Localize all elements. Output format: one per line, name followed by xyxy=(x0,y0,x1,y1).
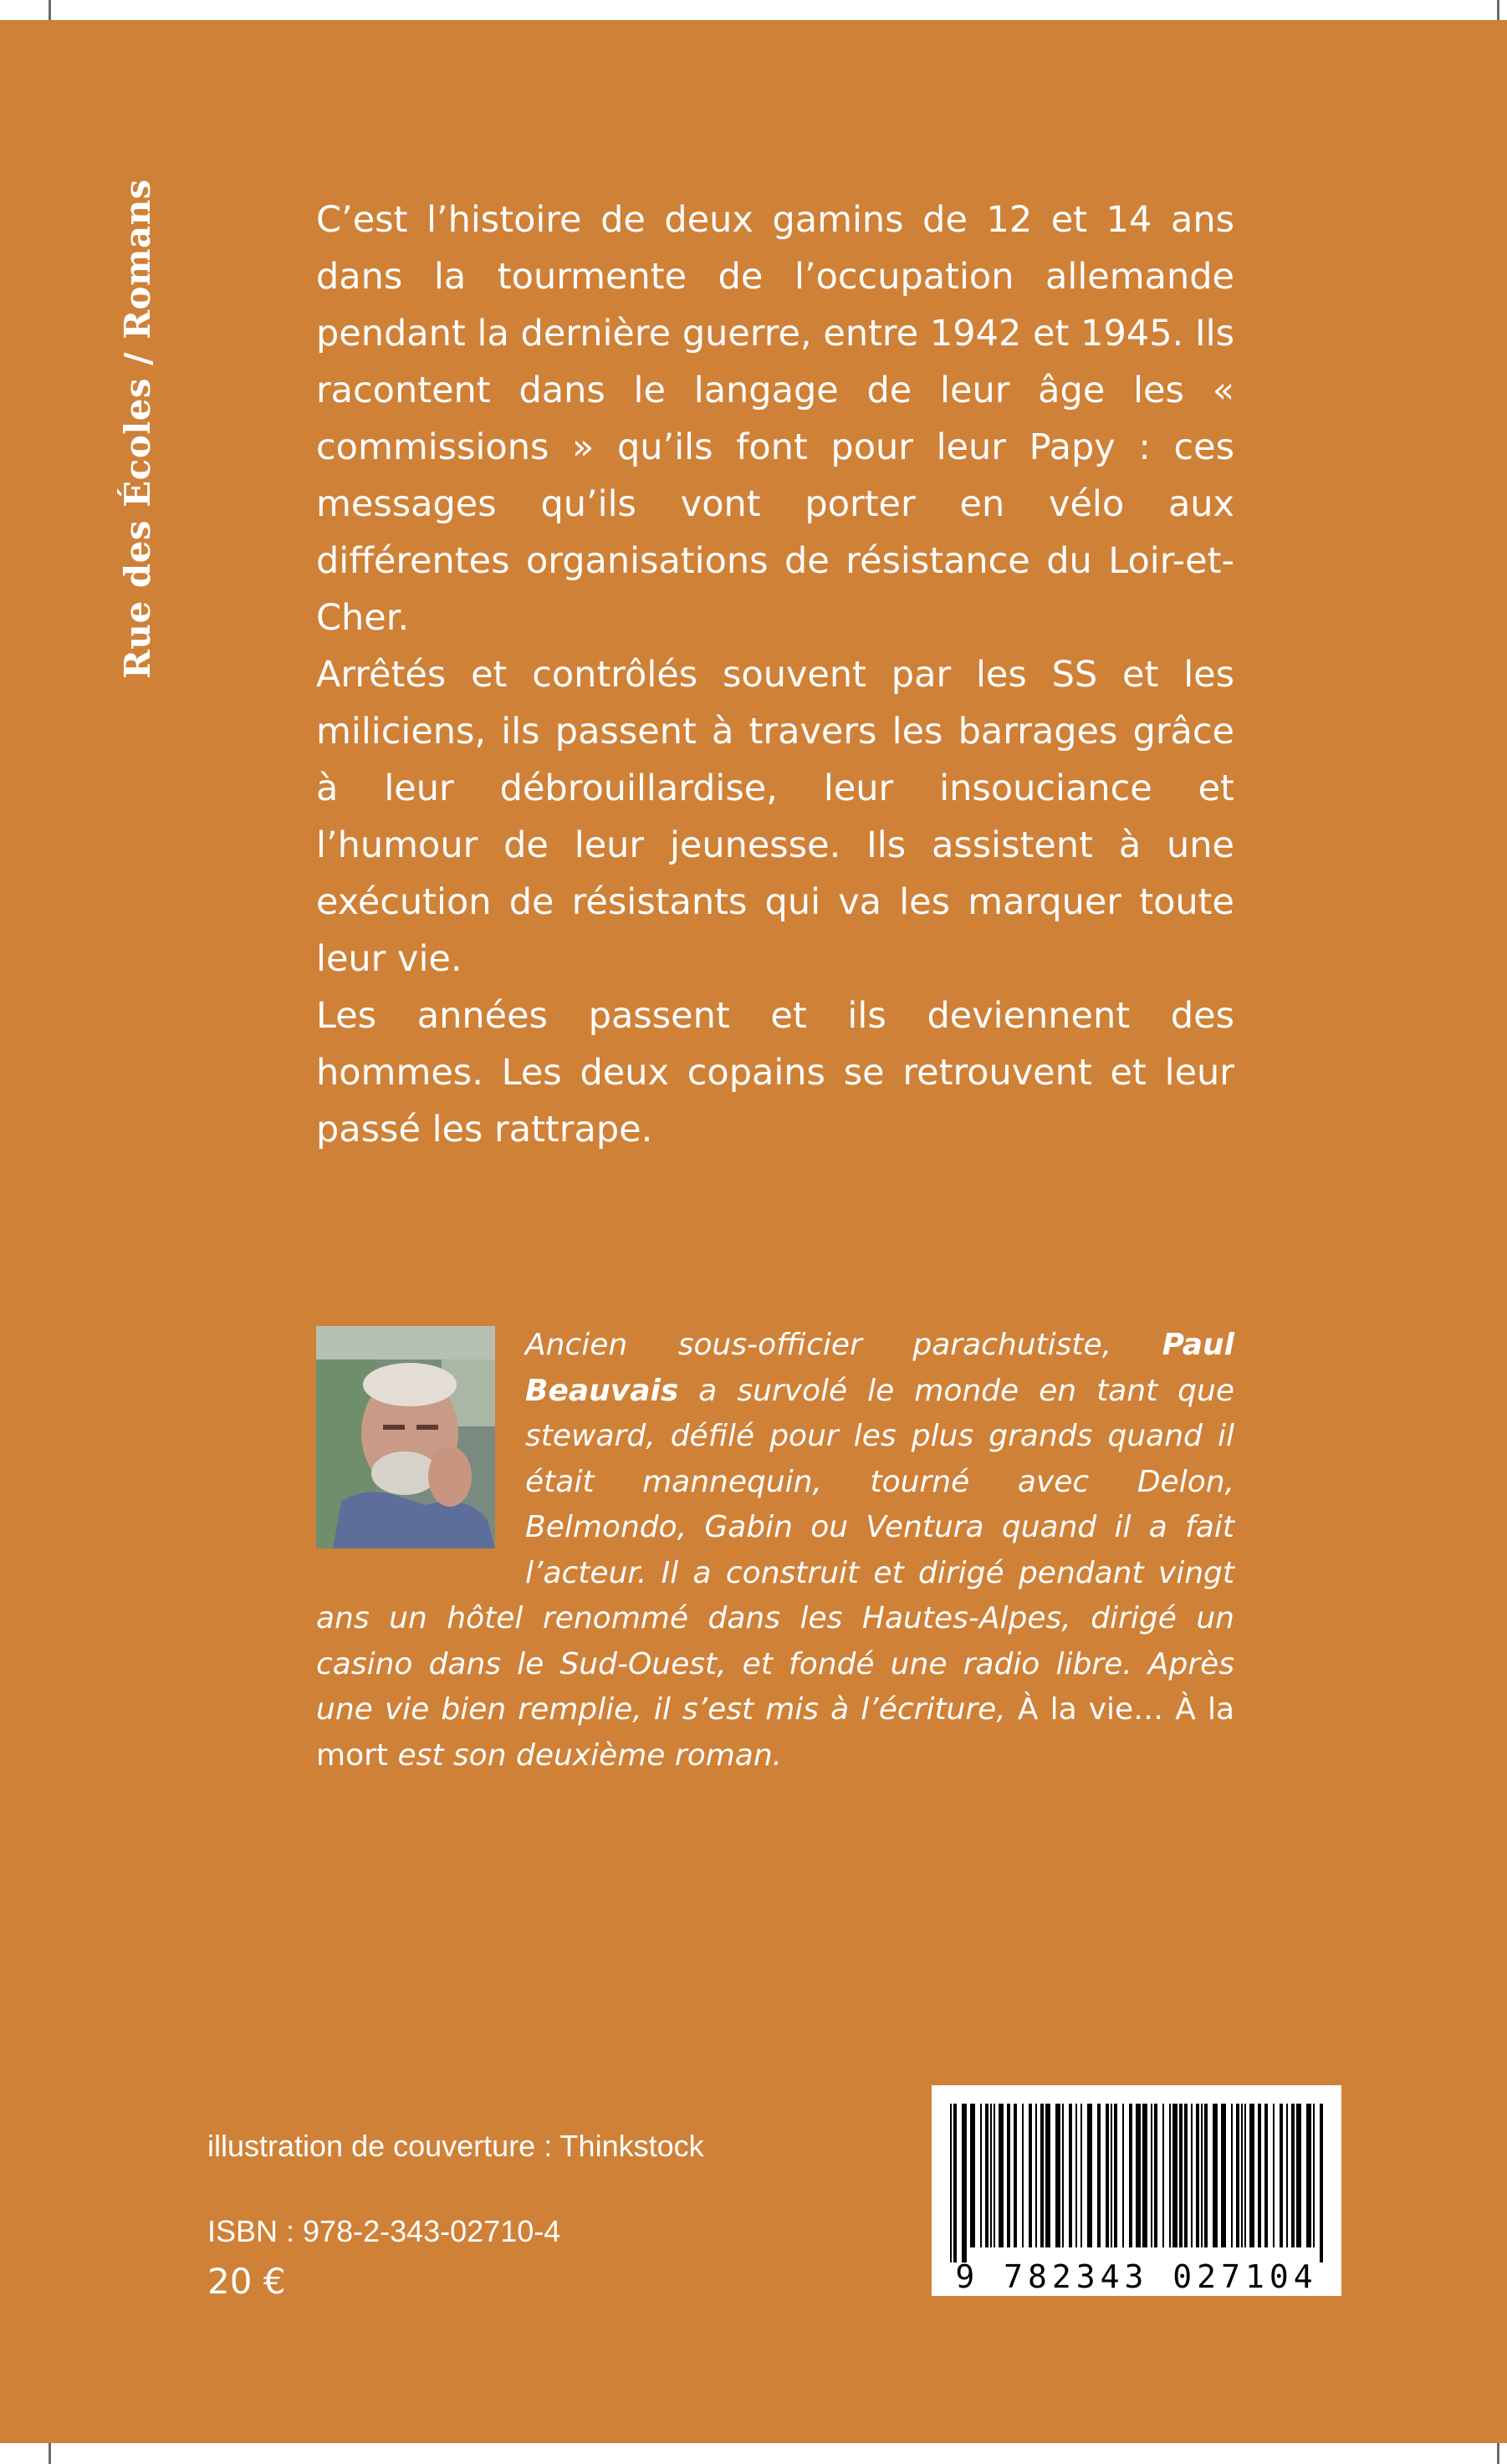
barcode-bar xyxy=(1007,2104,1010,2247)
barcode-bars xyxy=(950,2104,1323,2262)
barcode-bar xyxy=(985,2104,988,2247)
barcode-bar xyxy=(1184,2104,1188,2247)
back-cover xyxy=(0,20,1507,2443)
barcode-bar xyxy=(1241,2104,1243,2247)
barcode-bar xyxy=(1213,2104,1218,2247)
barcode-bar xyxy=(1306,2104,1311,2247)
bio-text-end: est son deuxième roman. xyxy=(388,1737,783,1773)
barcode-bar xyxy=(994,2104,995,2247)
crop-mark-bottom-right xyxy=(1497,2443,1499,2464)
book-blurb xyxy=(316,191,1234,1158)
barcode-bar xyxy=(1097,2104,1101,2247)
barcode-bar xyxy=(1014,2104,1017,2247)
barcode-bar xyxy=(1129,2104,1132,2247)
barcode-bar xyxy=(1106,2104,1109,2247)
barcode-bar xyxy=(1142,2104,1147,2247)
barcode-bar xyxy=(1191,2104,1193,2247)
barcode-bar xyxy=(1087,2104,1092,2247)
barcode xyxy=(932,2085,1341,2296)
barcode-bar xyxy=(1035,2104,1037,2247)
author-bio xyxy=(316,1323,1234,1778)
barcode-bar xyxy=(1258,2104,1261,2247)
isbn-text: ISBN : 978-2-343-02710-4 xyxy=(207,2214,561,2248)
barcode-bar xyxy=(990,2104,992,2247)
crop-mark-top-left xyxy=(49,0,51,20)
cover-credit: illustration de couverture : Thinkstock xyxy=(207,2129,704,2163)
barcode-bar xyxy=(962,2104,967,2262)
barcode-bar xyxy=(1022,2104,1024,2247)
blurb-paragraph: Les années passent et ils deviennent des hommes. Les deux copains se retrouvent et leur passé les rattrape. xyxy=(316,995,1234,1150)
barcode-bar xyxy=(1196,2104,1199,2247)
barcode-bar xyxy=(1201,2104,1203,2247)
barcode-graphic xyxy=(932,2085,1341,2296)
author-name: Paul Beauvais xyxy=(525,1328,1234,1408)
barcode-bar xyxy=(1231,2104,1233,2247)
barcode-bar xyxy=(1114,2104,1117,2247)
blurb-paragraph: Arrêtés et contrôlés souvent par les SS et les miliciens, ils passent à travers les barrages grâce à leur débrouillardise, leur insouciance et l’humour de leur jeunesse. Ils assistent à une exécution de résistants qui va les marquer toute leur vie. xyxy=(316,654,1234,980)
barcode-bar xyxy=(970,2104,975,2247)
price-text: 20 € xyxy=(207,2261,286,2302)
barcode-bar xyxy=(953,2104,957,2262)
barcode-bar xyxy=(1151,2104,1152,2247)
barcode-bar xyxy=(1273,2104,1275,2247)
barcode-bar xyxy=(1204,2104,1208,2247)
barcode-bar xyxy=(1179,2104,1183,2247)
barcode-bar xyxy=(1080,2104,1082,2247)
blurb-paragraph: C’est l’histoire de deux gamins de 12 et 14 ans dans la tourmente de l’occupation allemande pendant la dernière guerre, entre 1942 et 1945. Ils racontent dans le langage de leur âge les « commissions » qu’ils font pour leur Papy : ces messages qu’ils vont porter en vélo aux différentes organisations de résistance du Loir-et-Cher. xyxy=(316,199,1234,639)
barcode-bar xyxy=(1055,2104,1060,2247)
barcode-bar xyxy=(1172,2104,1178,2247)
author-photo xyxy=(316,1326,495,1548)
barcode-bar xyxy=(999,2104,1004,2247)
barcode-bar xyxy=(1264,2104,1268,2247)
book-title: À la vie… À la mort xyxy=(316,1692,1235,1773)
crop-mark-bottom-left xyxy=(49,2443,51,2464)
barcode-bar xyxy=(950,2104,952,2262)
barcode-bar xyxy=(1320,2104,1323,2262)
barcode-bar xyxy=(1045,2104,1050,2247)
crop-mark-top-right xyxy=(1497,0,1499,20)
barcode-bar xyxy=(1162,2104,1164,2247)
barcode-bar xyxy=(1313,2104,1315,2247)
barcode-bar xyxy=(1029,2104,1032,2247)
barcode-bar xyxy=(1221,2104,1226,2247)
bio-intro: Ancien sous-officier parachutiste, xyxy=(525,1328,1162,1362)
barcode-bar xyxy=(1169,2104,1171,2247)
barcode-bar xyxy=(1154,2104,1157,2247)
barcode-bar xyxy=(1291,2104,1295,2247)
barcode-bar xyxy=(1249,2104,1254,2247)
barcode-bar xyxy=(980,2104,982,2247)
barcode-bar xyxy=(1286,2104,1288,2247)
spine-series-label: Rue des Écoles / Romans xyxy=(117,179,158,679)
bio-text: a survolé le monde en tant que steward, défilé pour les plus grands quand il était mannequin, tourné avec Delon, Belmondo, Gabin ou Ventura quand il a fait l’acteur. Il a construit et dirigé pendant vingt ans un hôtel renommé dans les Hautes-Alpes, dirigé un casino dans le Sud-Ouest, et fondé une radio libre. Après une vie bien remplie, il s’est mis à l’écriture, xyxy=(316,1373,1234,1727)
barcode-bar xyxy=(1075,2104,1077,2247)
barcode-number: 9 782343 027104 xyxy=(955,2258,1318,2295)
barcode-bar xyxy=(1136,2104,1141,2247)
barcode-bar xyxy=(1040,2104,1044,2247)
barcode-bar xyxy=(1069,2104,1072,2247)
barcode-bar xyxy=(1296,2104,1301,2247)
barcode-bar xyxy=(1122,2104,1124,2247)
barcode-bar xyxy=(1244,2104,1246,2247)
barcode-bar xyxy=(1062,2104,1064,2247)
barcode-bar xyxy=(1280,2104,1283,2247)
barcode-bar xyxy=(1111,2104,1112,2247)
barcode-bar xyxy=(1236,2104,1239,2247)
